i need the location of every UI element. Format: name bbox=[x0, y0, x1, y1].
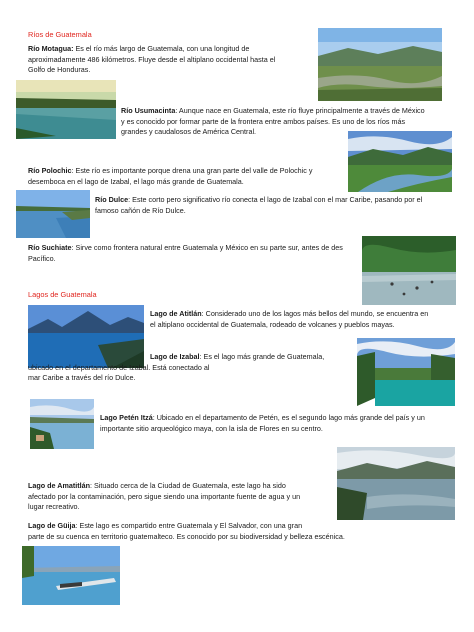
rio-usumacinta-text: : Aunque nace en Guatemala, este río fluye principalmente a través de México y es conocido por formar parte de la frontera entre ambos países. Es uno de los ríos más grandes y caudalosos de América Central. bbox=[121, 106, 425, 137]
lago-izabal-paragraph bbox=[28, 352, 358, 384]
lago-peten-itza-paragraph bbox=[100, 413, 466, 434]
lago-amatitlan-paragraph bbox=[28, 481, 338, 513]
lago-guija-name: Lago de Güija bbox=[28, 521, 76, 530]
rio-polochic-text: : Este río es importante porque drena una gran parte del valle de Polochic y desemboca en el lago de Izabal, el lago más grande de Guatemala. bbox=[28, 166, 313, 186]
rio-polochic-paragraph bbox=[28, 166, 358, 187]
rivers-heading: Ríos de Guatemala bbox=[28, 30, 92, 39]
rio-motagua-text: Es el río más largo de Guatemala, con una longitud de aproximadamente 486 kilómetros. Fluye desde el altiplano occidental hasta el Golfo de Honduras. bbox=[28, 44, 276, 75]
lago-guija-photo bbox=[22, 546, 120, 605]
rio-suchiate-name: Río Suchiate bbox=[28, 243, 72, 252]
lakes-heading: Lagos de Guatemala bbox=[28, 290, 97, 299]
lago-amatitlan-photo bbox=[337, 447, 455, 520]
lago-atitlan-paragraph bbox=[150, 309, 466, 330]
rio-usumacinta-name: Río Usumacinta bbox=[121, 106, 176, 115]
lago-atitlan-text: : Considerado uno de los lagos más bellos del mundo, se encuentra en el altiplano occidental de Guatemala, rodeado de volcanes y pueblos mayas. bbox=[150, 309, 429, 329]
rio-usumacinta-photo bbox=[16, 80, 116, 139]
rio-polochic-photo bbox=[348, 131, 452, 192]
rio-motagua-photo bbox=[318, 28, 442, 101]
lago-peten-itza-photo bbox=[30, 399, 94, 449]
lago-peten-itza-name: Lago Petén Itzá bbox=[100, 413, 153, 422]
lago-izabal-photo bbox=[357, 338, 455, 406]
lago-izabal-name: Lago de Izabal bbox=[150, 352, 200, 361]
lago-amatitlan-text: : Situado cerca de la Ciudad de Guatemala, este lago ha sido afectado por la contaminación, pero sigue siendo una importante fuente de agua y un lugar recreativo. bbox=[28, 481, 301, 512]
lago-peten-itza-text: : Ubicado en el departamento de Petén, es el segundo lago más grande del país y un importante sitio arqueológico maya, con la isla de Flores en su centro. bbox=[100, 413, 425, 433]
lago-amatitlan-name: Lago de Amatitlán bbox=[28, 481, 91, 490]
rio-suchiate-text: : Sirve como frontera natural entre Guatemala y México en su parte sur, antes de des Pacífico. bbox=[28, 243, 343, 263]
lago-izabal-text: : Es el lago más grande de Guatemala, ubicado en el departamento de Izabal. Está conectado al mar Caribe a través del río Dulce. bbox=[28, 352, 325, 383]
rio-dulce-text: : Este corto pero significativo río conecta el lago de Izabal con el mar Caribe, pasando por el famoso cañón de Río Dulce. bbox=[95, 195, 423, 215]
rio-motagua-paragraph bbox=[28, 44, 318, 76]
lago-atitlan-name: Lago de Atitlán bbox=[150, 309, 202, 318]
rio-dulce-photo bbox=[16, 190, 90, 238]
rio-dulce-paragraph bbox=[95, 195, 455, 216]
lago-guija-text: : Este lago es compartido entre Guatemala y El Salvador, con una gran parte de su cuenca en territorio guatemalteco. Es conocido por su biodiversidad y belleza escénica. bbox=[28, 521, 345, 541]
rio-suchiate-photo bbox=[362, 236, 456, 305]
rio-dulce-name: Río Dulce bbox=[95, 195, 129, 204]
rio-polochic-name: Río Polochic bbox=[28, 166, 72, 175]
lago-guija-paragraph bbox=[28, 521, 388, 542]
rio-suchiate-paragraph bbox=[28, 243, 368, 264]
rio-motagua-name: Río Motagua: bbox=[28, 44, 74, 53]
